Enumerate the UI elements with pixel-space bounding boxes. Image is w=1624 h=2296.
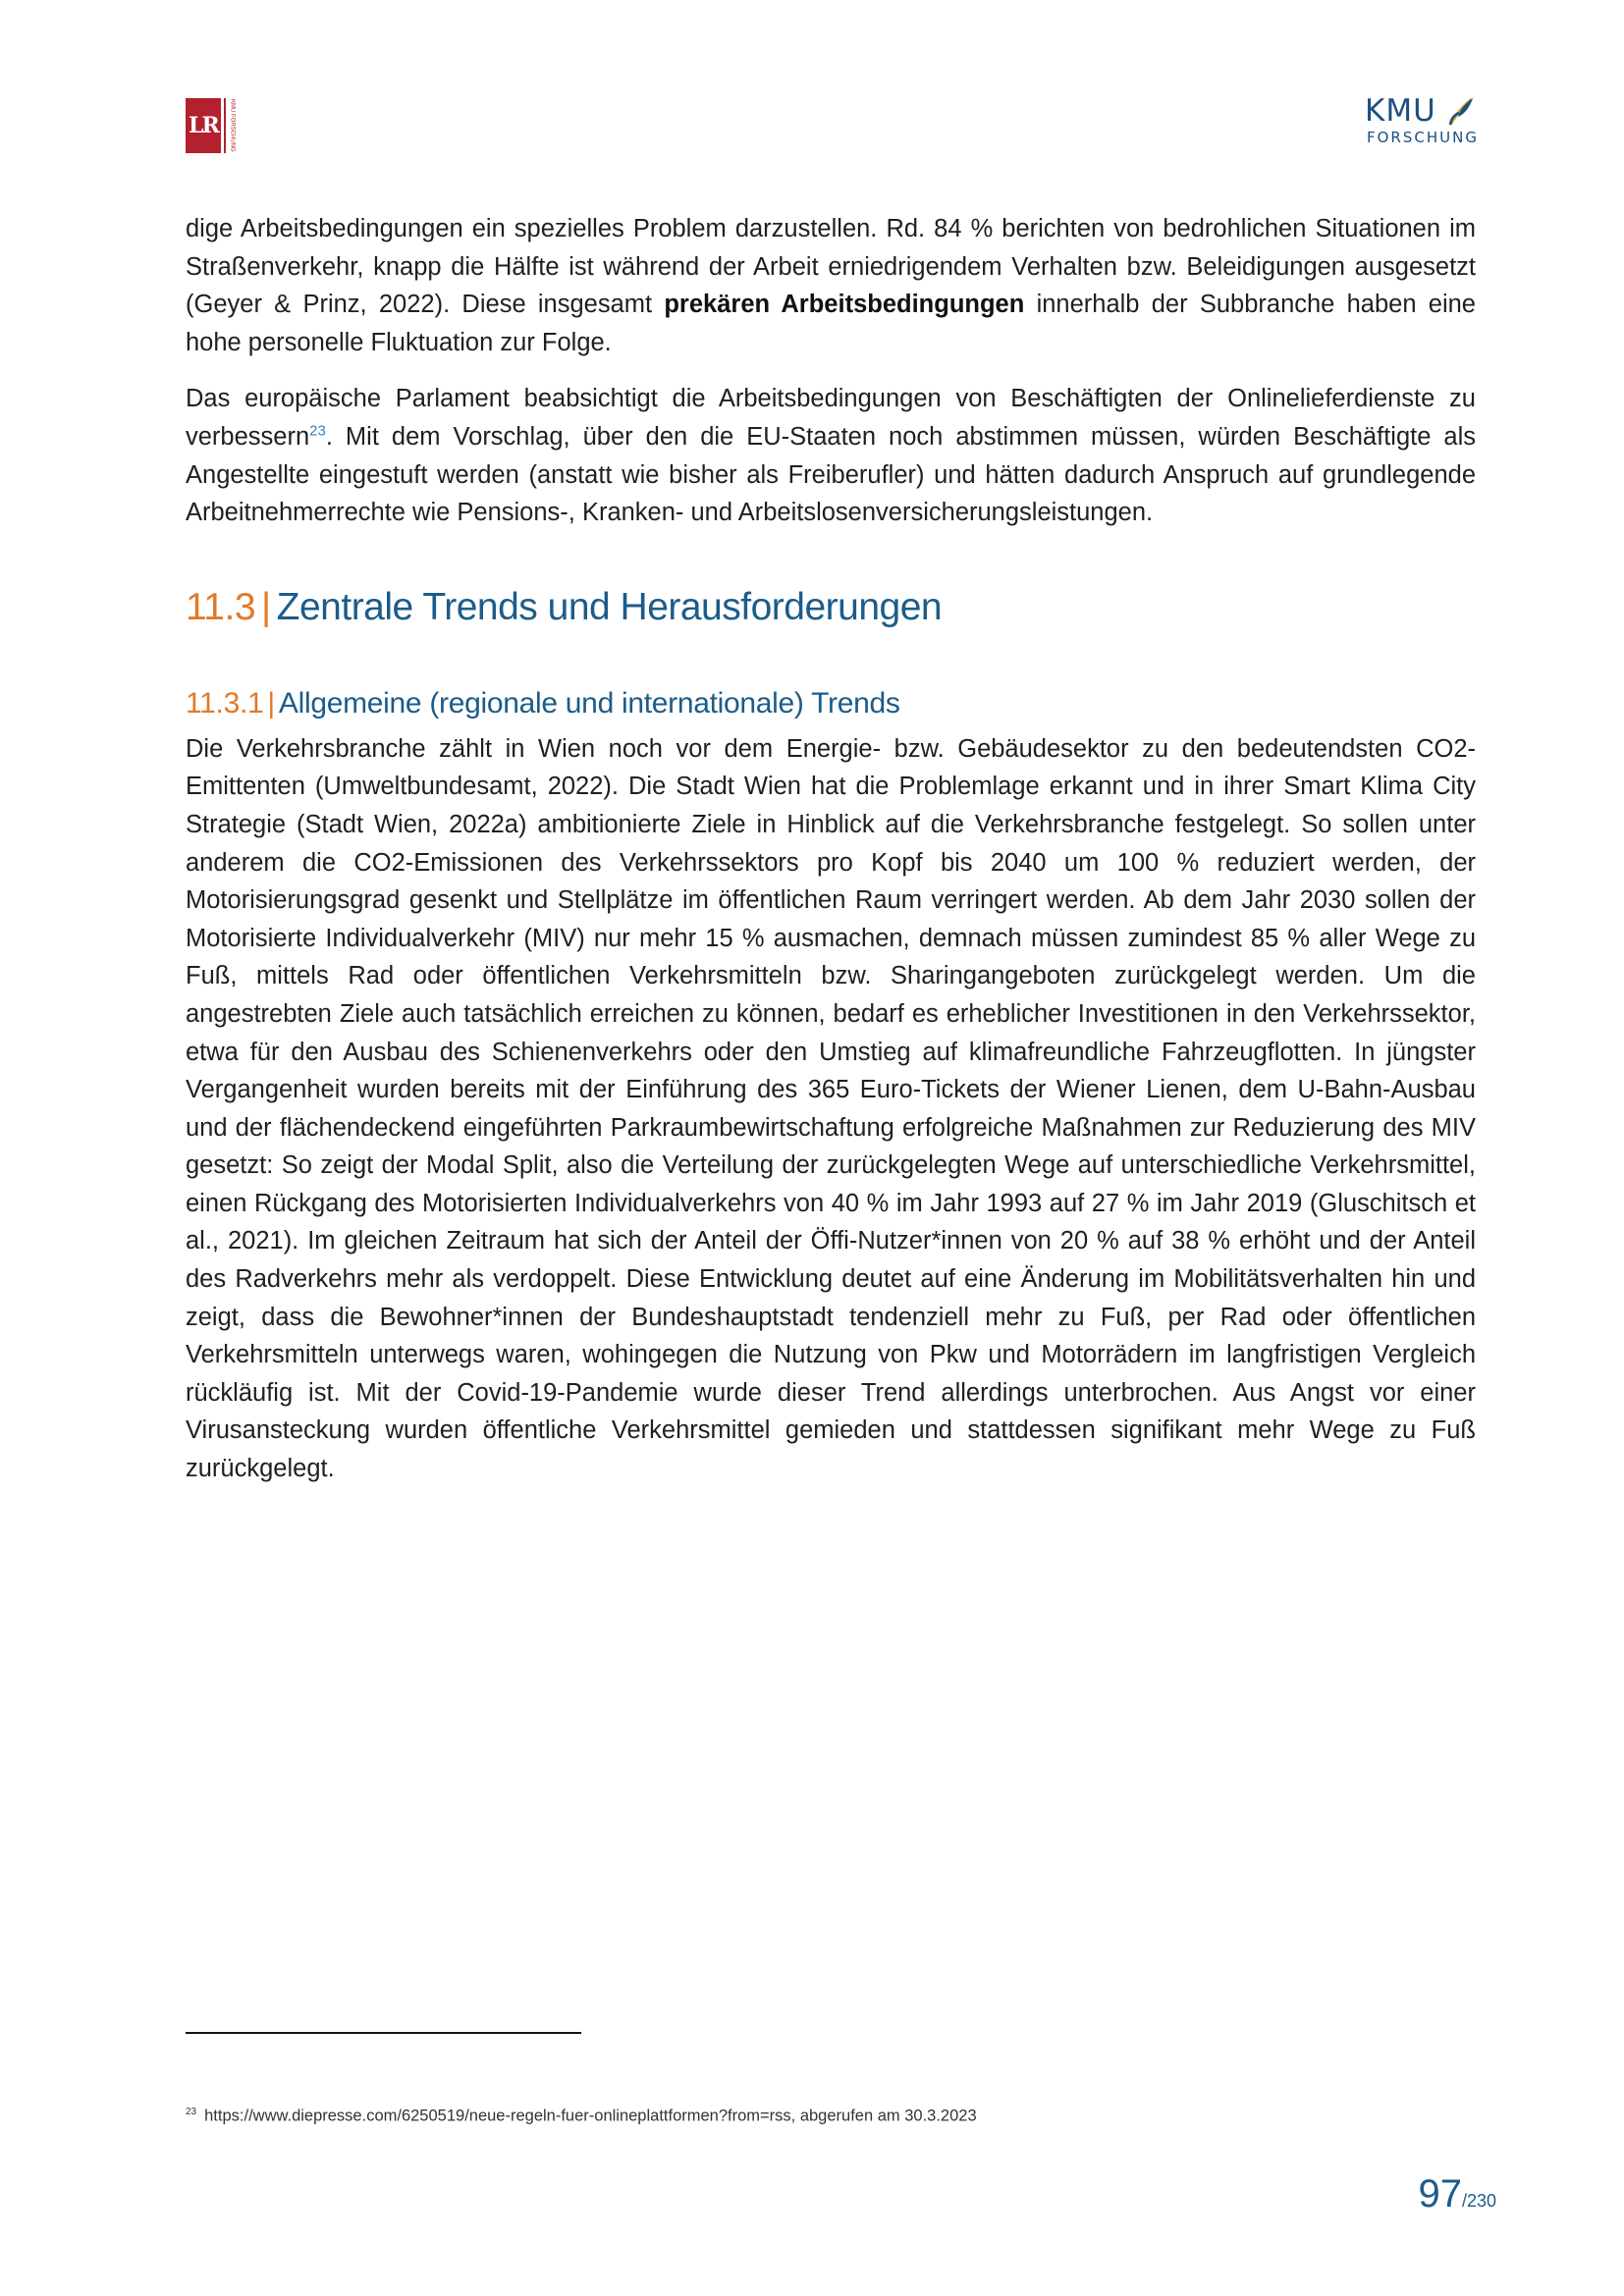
paragraph-working-conditions [186, 210, 1476, 361]
logo-kmu-text: KMU [1365, 93, 1436, 129]
paragraph-eu-parliament [186, 380, 1476, 531]
subsection-number: 11.3.1 [186, 686, 264, 720]
paragraph-text: dige Arbeitsbedingungen ein spezielles Problem darzustellen. Rd. 84 % berichten von bedrohlichen Situationen im Straßenverkehr, knapp die Hälfte ist während der Arbeit erniedrigendem Verhalten bzw. Beleidigungen ausgesetzt (Geyer & Prinz, 2022). Diese insgesamt [186, 215, 1476, 319]
subsection-title: Allgemeine (regionale und internationale) Trends [278, 686, 900, 720]
logo-left-mark: LR [186, 98, 221, 153]
logo-forschung-text: FORSCHUNG [1367, 129, 1479, 146]
page-current: 97 [1418, 2172, 1462, 2216]
page-content [186, 210, 1476, 1507]
footnote [186, 2107, 977, 2126]
leaf-icon [1446, 95, 1476, 129]
footnote-mark: 23 [186, 2107, 197, 2117]
footnote-link[interactable]: https://www.diepresse.com/6250519/neue-regeln-fuer-onlineplattformen?from=rss, abgerufen am 30.3.2023 [204, 2107, 977, 2125]
section-number: 11.3 [186, 585, 256, 628]
paragraph-text: Das europäische Parlament beabsichtigt die Arbeitsbedingungen von Beschäftigten der Onlinelieferdienste zu verbessern [186, 385, 1476, 451]
kmu-forschung-logo [1365, 93, 1483, 152]
bold-phrase: prekären Arbeitsbedingungen [664, 291, 1025, 319]
publisher-logo [186, 98, 239, 153]
subsection-separator: | [267, 686, 275, 720]
footnote-reference[interactable]: 23 [309, 422, 326, 440]
page-total: /230 [1461, 2191, 1496, 2211]
section-heading [186, 585, 1476, 630]
paragraph-text: . Mit dem Vorschlag, über den die EU-Staaten noch abstimmen müssen, würden Beschäftigte als Angestellte eingestuft werden (anstatt wie bisher als Freiberufler) und hätten dadurch Anspruch auf grundlegende Arbeitnehmerrechte wie Pensions-, Kranken- und Arbeitslosenversicherungsleistungen. [186, 422, 1476, 527]
footnote-divider [186, 2032, 581, 2034]
paragraph-traffic-trends: Die Verkehrsbranche zählt in Wien noch vor dem Energie- bzw. Gebäudesektor zu den bedeutendsten CO2-Emittenten (Umweltbundesamt, 2022). Die Stadt Wien hat die Problemlage erkannt und in ihrer Smart Klima City Strategie (Stadt Wien, 2022a) ambitionierte Ziele in Hinblick auf die Verkehrsbranche festgelegt. So sollen unter anderem die CO2-Emissionen des Verkehrssektors pro Kopf bis 2040 um 100 % reduziert werden, der Motorisierungsgrad gesenkt und Stellplätze im öffentlichen Raum verringert werden. Ab dem Jahr 2030 sollen der Motorisierte Individualverkehr (MIV) nur mehr 15 % ausmachen, demnach müssen zumindest 85 % aller Wege zu Fuß, mittels Rad oder öffentlichen Verkehrsmitteln bzw. Sharingangeboten zurückgelegt werden. Um die angestrebten Ziele auch tatsächlich erreichen zu können, bedarf es erheblicher Investitionen in den Verkehrssektor, etwa für den Ausbau des Schienenverkehrs oder den Umstieg auf klimafreundliche Fahrzeugflotten. In jüngster Vergangenheit wurden bereits mit der Einführung des 365 Euro-Tickets der Wiener Lienen, dem U-Bahn-Ausbau und der flächendeckend eingeführten Parkraumbewirtschaftung erfolgreiche Maßnahmen zur Reduzierung des MIV gesetzt: So zeigt der Modal Split, also die Verteilung der zurückgelegten Wege auf unterschiedliche Verkehrsmittel, einen Rückgang des Motorisierten Individualverkehrs von 40 % im Jahr 1993 auf 27 % im Jahr 2019 (Gluschitsch et al., 2021). Im gleichen Zeitraum hat sich der Anteil der Öffi-Nutzer*innen von 20 % auf 38 % erhöht und der Anteil des Radverkehrs mehr als verdoppelt. Diese Entwicklung deutet auf eine Änderung im Mobilitätsverhalten hin und zeigt, dass die Bewohner*innen der Bundeshauptstadt tendenziell mehr zu Fuß, per Rad oder öffentlichen Verkehrsmitteln unterwegs waren, wohingegen die Nutzung von Pkw und Motorrädern im langfristigen Vergleich rückläufig ist. Mit der Covid-19-Pandemie wurde dieser Trend allerdings unterbrochen. Aus Angst vor einer Virusansteckung wurden öffentliche Verkehrsmittel gemieden und stattdessen signifikant mehr Wege zu Fuß zurückgelegt. [186, 734, 1476, 1483]
section-separator: | [261, 585, 271, 628]
subsection-heading [186, 685, 1476, 722]
section-title: Zentrale Trends und Herausforderungen [276, 585, 943, 628]
paragraph-text: innerhalb der Subbranche haben eine hohe personelle Fluktuation zur Folge. [186, 291, 1476, 356]
page-number [1418, 2172, 1496, 2216]
logo-left-sidetext: KMU FORSCHUNG [224, 98, 239, 153]
